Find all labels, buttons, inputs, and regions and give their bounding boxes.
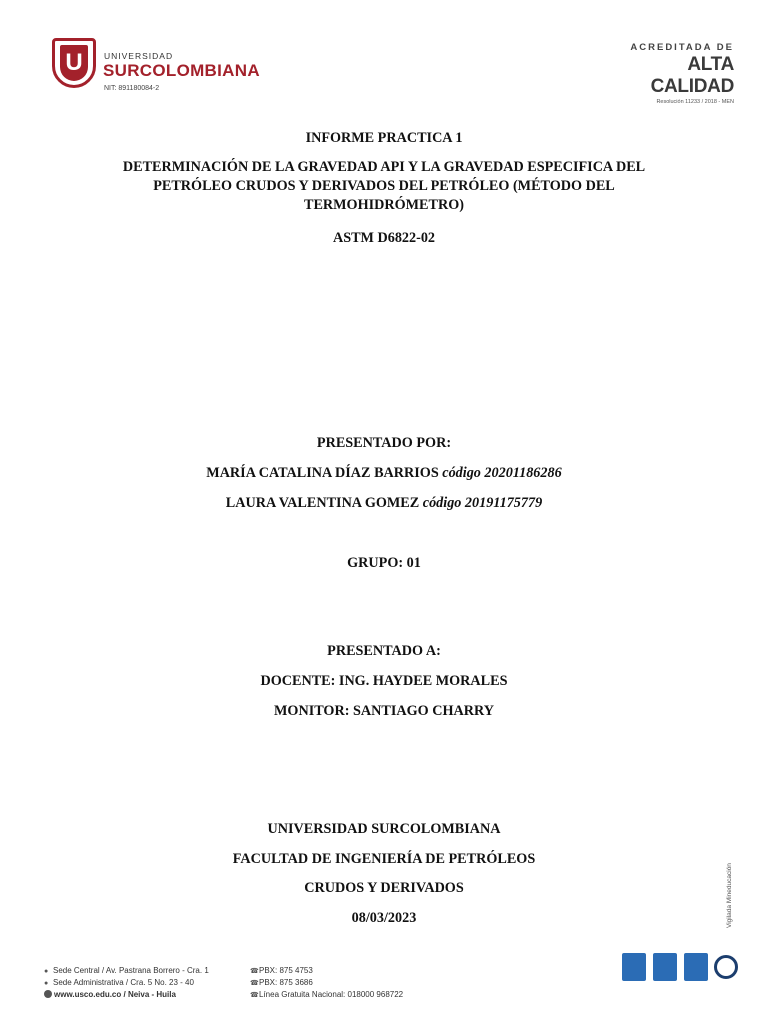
university-logo bbox=[52, 38, 272, 98]
presented-by-label: PRESENTADO POR: bbox=[316, 435, 452, 451]
phone-text: Línea Gratuita Nacional: 018000 968722 bbox=[259, 990, 404, 999]
phone-icon: ☎ bbox=[250, 968, 259, 975]
shield-icon bbox=[52, 38, 96, 88]
address-row bbox=[44, 965, 209, 977]
website-link[interactable]: www.usco.edu.co / Neiva - Huila bbox=[54, 990, 176, 999]
location-pin-icon: ● bbox=[44, 980, 49, 987]
phone-row bbox=[250, 977, 403, 989]
icontec-seal-icon bbox=[622, 953, 646, 981]
subject-title: DETERMINACIÓN DE LA GRAVEDAD API Y LA GRAVEDAD ESPECIFICA DEL PETRÓLEO CRUDOS Y DERIVADOS DEL PETRÓLEO (MÉTODO DEL TERMOHIDRÓMETRO) bbox=[122, 159, 646, 213]
institution-label: UNIVERSIDAD SURCOLOMBIANA bbox=[267, 821, 501, 837]
university-name-label: SURCOLOMBIANA bbox=[103, 61, 260, 80]
course-label: CRUDOS Y DERIVADOS bbox=[304, 880, 464, 896]
student-2 bbox=[0, 494, 768, 512]
nit-label: NIT: 891180084-2 bbox=[104, 85, 160, 92]
teacher-label: DOCENTE: ING. HAYDEE MORALES bbox=[260, 673, 508, 689]
address-row bbox=[44, 977, 209, 989]
website-row bbox=[44, 989, 209, 1001]
student-1-name: MARÍA CATALINA DÍAZ BARRIOS bbox=[206, 465, 439, 481]
globe-icon bbox=[44, 990, 52, 998]
phone-text: PBX: 875 3686 bbox=[259, 978, 313, 987]
accreditation-logo bbox=[604, 42, 734, 105]
icontec-seal-icon bbox=[653, 953, 677, 981]
certification-logos bbox=[622, 953, 744, 1001]
university-small-label: UNIVERSIDAD bbox=[104, 51, 174, 61]
group-label: GRUPO: 01 bbox=[347, 555, 421, 571]
phone-row bbox=[250, 965, 403, 977]
footer-addresses bbox=[44, 965, 209, 1001]
date-label: 08/03/2023 bbox=[351, 910, 417, 926]
icontec-seal-icon bbox=[684, 953, 708, 981]
student-2-code: código 20191175779 bbox=[422, 495, 543, 511]
resolution-label: Resolución 11233 / 2018 - MEN bbox=[656, 99, 734, 105]
accredited-label: ACREDITADA DE bbox=[630, 42, 734, 53]
presented-to-label: PRESENTADO A: bbox=[327, 643, 441, 659]
footer-phones bbox=[250, 965, 403, 1001]
location-pin-icon: ● bbox=[44, 968, 49, 975]
report-title: INFORME PRACTICA 1 bbox=[305, 130, 463, 146]
monitor-label: MONITOR: SANTIAGO CHARRY bbox=[274, 703, 494, 719]
phone-row bbox=[250, 989, 403, 1001]
student-2-name: LAURA VALENTINA GOMEZ bbox=[225, 495, 420, 511]
faculty-label: FACULTAD DE INGENIERÍA DE PETRÓLEOS bbox=[232, 851, 536, 867]
shield-letter: U bbox=[60, 45, 88, 81]
phone-icon: ☎ bbox=[250, 980, 259, 987]
quality-label: ALTA CALIDAD bbox=[650, 54, 734, 97]
student-1 bbox=[0, 464, 768, 482]
phone-icon: ☎ bbox=[250, 992, 259, 999]
address-text: Sede Central / Av. Pastrana Borrero - Cra. 1 bbox=[53, 966, 209, 975]
phone-text: PBX: 875 4753 bbox=[259, 966, 313, 975]
address-text: Sede Administrativa / Cra. 5 No. 23 - 40 bbox=[53, 978, 194, 987]
standard-label: ASTM D6822-02 bbox=[332, 230, 436, 246]
iqnet-seal-icon bbox=[714, 955, 738, 979]
student-1-code: código 20201186286 bbox=[442, 465, 562, 481]
vigilada-label: Vigilada Mineducación bbox=[726, 863, 733, 928]
